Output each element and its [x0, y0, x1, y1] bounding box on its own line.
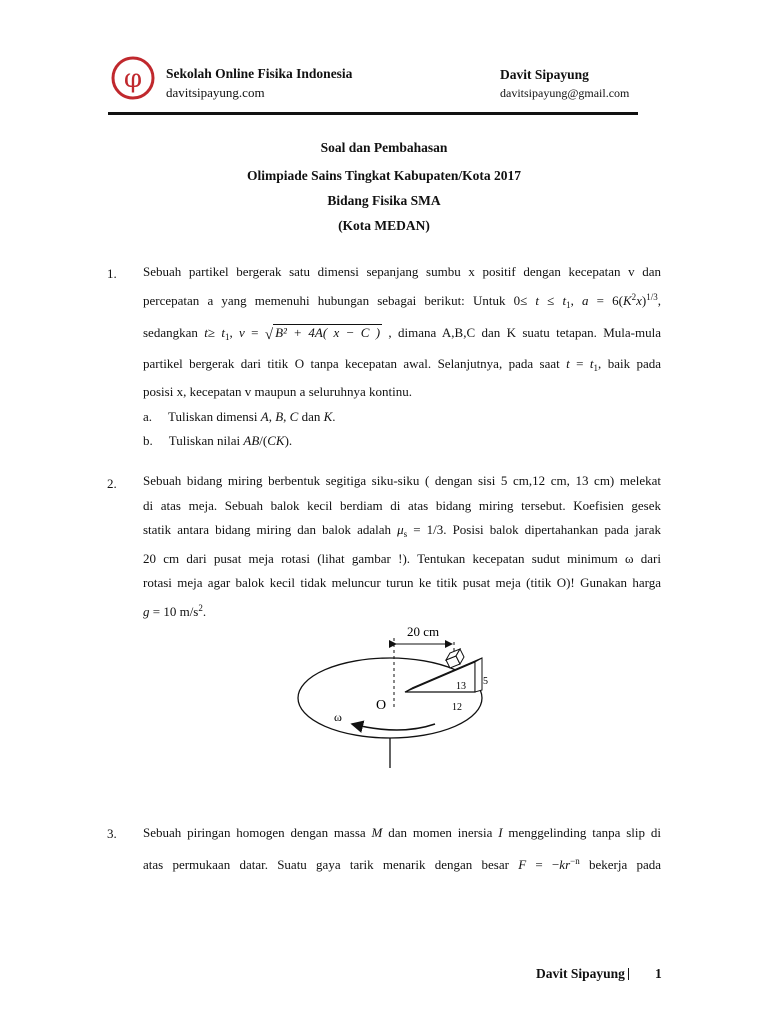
q1-number: 1. — [107, 266, 117, 281]
q2-line-4: 20 cm dari pusat meja rotasi (lihat gambar !). Tentukan kecepatan sudut minimum ω dari — [143, 550, 661, 566]
q1-line-3: sedangkan $t\ge t_1$, v = √ B² + 4A( x − C ) , dimana A,B,C dan K suatu tetapan. Mula-mula — [143, 325, 661, 343]
page-number: 1 — [655, 966, 662, 981]
question-1 — [143, 260, 661, 454]
q2-line-3: statik antara bidang miring dan balok adalah $\mu_s = 1/3$. Posisi balok dipertahankan pada jarak — [143, 522, 661, 539]
title-line-1: Soal dan Pembahasan — [320, 140, 448, 155]
q3-number: 3. — [107, 826, 117, 841]
q1-radicand: B² + 4A( x − C ) — [275, 325, 381, 340]
q2-line-5: rotasi meja agar balok kecil tidak meluncur turun ke titik pusat meja (titik O)! Gunakan harga — [143, 575, 661, 590]
small-block — [446, 649, 464, 668]
q1-part-a: a. Tuliskan dimensi A, B, C dan K. — [143, 408, 336, 424]
q2-number: 2. — [107, 476, 117, 491]
header-author: Davit Sipayung — [500, 67, 589, 82]
q2-line-2: di atas meja. Sebuah balok kecil berdiam di atas bidang miring tersebut. Koefisien gesek — [143, 497, 661, 513]
rotating-table-figure — [290, 620, 510, 770]
q1-line-5: posisi x, kecepatan v maupun a seluruhnya kontinu. — [143, 384, 412, 399]
header-email: davitsipayung@gmail.com — [500, 86, 630, 100]
center-label: O — [376, 698, 387, 713]
q1-line-1: Sebuah partikel bergerak satu dimensi sepanjang sumbu x positif dengan kecepatan v dan — [143, 264, 661, 279]
logo — [111, 56, 155, 100]
q2-line-6: g = 10 $m/s^2$. — [143, 602, 207, 619]
q1-line-2: percepatan a yang memenuhi hubungan sebagai berikut: Untuk $0\le t \le t_1$, $a = 6(K^2x)^{1/3}$, — [143, 291, 661, 310]
title-line-3: Bidang Fisika SMA — [327, 193, 441, 208]
incline-side — [475, 658, 482, 692]
rotation-arrow — [352, 724, 435, 730]
title-line-4: (Kota MEDAN) — [338, 218, 430, 233]
question-3 — [143, 819, 661, 879]
base-label: 12 — [452, 702, 462, 713]
header-divider — [108, 112, 638, 115]
footer-separator — [628, 968, 629, 980]
header-school-name: Sekolah Online Fisika Indonesia — [166, 66, 353, 81]
title-line-2: Olimpiade Sains Tingkat Kabupaten/Kota 2017 — [246, 168, 522, 183]
logo-symbol: φ — [123, 64, 143, 94]
height-label: 5 — [483, 676, 488, 687]
header-website: davitsipayung.com — [166, 85, 265, 100]
q1-part-b: b. Tuliskan nilai AB/(CK). — [143, 433, 293, 448]
q3-line-1: Sebuah piringan homogen dengan massa M dan momen inersia I menggelinding tanpa slip di — [143, 825, 661, 840]
footer-author: Davit Sipayung — [536, 966, 625, 981]
distance-label: 20 cm — [407, 624, 440, 639]
q2-line-1: Sebuah bidang miring berbentuk segitiga siku-siku ( dengan sisi 5 cm,12 cm, 13 cm) melekat — [143, 473, 661, 488]
q1-line-4: partikel bergerak dari titik O tanpa kecepatan awal. Selanjutnya, pada saat $t = t_1$, baik pada — [143, 355, 662, 373]
omega-label: ω — [334, 710, 342, 724]
hypotenuse-label: 13 — [456, 681, 466, 692]
q3-line-2: atas permukaan datar. Suatu gaya tarik menarik dengan besar $F = -kr^{-n}$ bekerja pada — [143, 856, 661, 872]
question-2 — [143, 469, 661, 624]
